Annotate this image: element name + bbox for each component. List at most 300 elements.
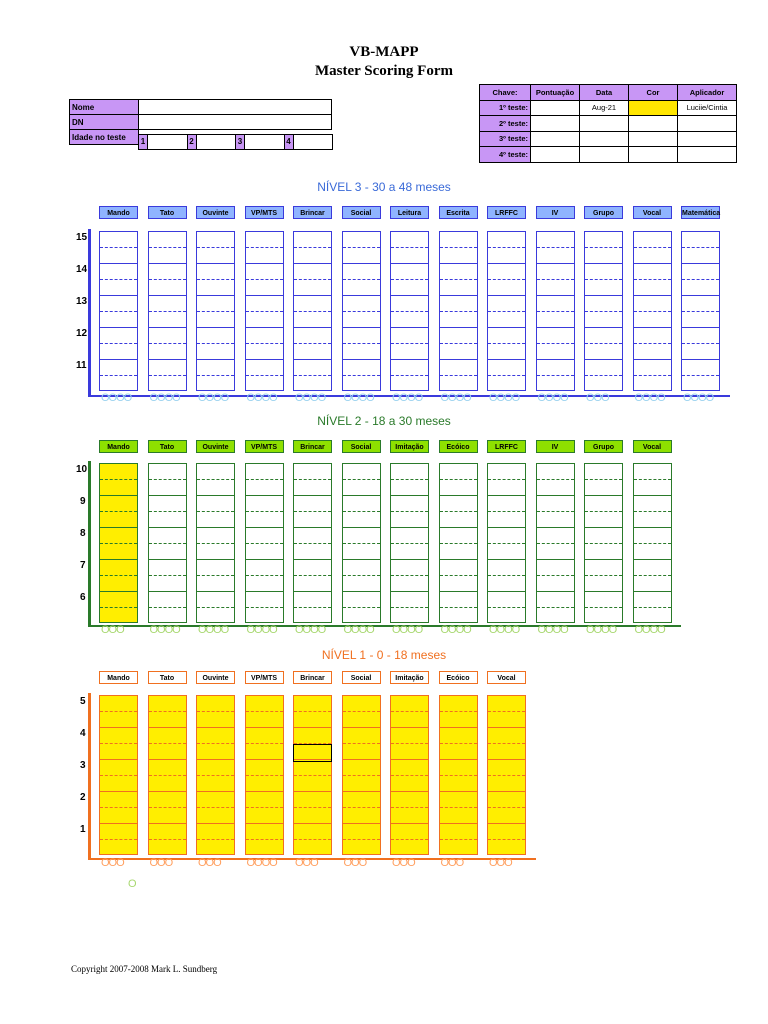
test-circles: OOOO: [489, 392, 520, 404]
score-column[interactable]: [293, 463, 332, 623]
score-row-line: [440, 775, 477, 776]
test-circles: OOOO: [537, 392, 568, 404]
score-row-line: [585, 375, 622, 376]
score-row-line: [343, 479, 380, 480]
test-circles: OOOO: [634, 624, 665, 636]
score-column[interactable]: [536, 463, 575, 623]
score-row-line: [440, 807, 477, 808]
score-column[interactable]: [487, 695, 526, 855]
score-row-line: [294, 575, 331, 576]
score-row-line: [634, 607, 671, 608]
score-row-line: [149, 759, 186, 760]
color-cell[interactable]: [629, 100, 678, 116]
score-column[interactable]: [390, 695, 429, 855]
score-row-line: [294, 327, 331, 328]
domain-header: Vocal: [487, 671, 526, 684]
score-row-line: [246, 759, 283, 760]
score-column[interactable]: [342, 463, 381, 623]
score-row-line: [294, 727, 331, 728]
domain-header: Imitação: [390, 671, 429, 684]
score-row-line: [488, 263, 525, 264]
score-row-line: [149, 375, 186, 376]
score-row-line: [246, 343, 283, 344]
test-circles: OOOO: [198, 624, 229, 636]
form-subtitle: Master Scoring Form: [314, 63, 454, 79]
score-row-line: [488, 727, 525, 728]
score-row-line: [197, 479, 234, 480]
score-row-line: [100, 759, 137, 760]
score-column[interactable]: [487, 463, 526, 623]
score-column[interactable]: [633, 231, 672, 391]
score-row-line: [440, 543, 477, 544]
score-row-line: [488, 823, 525, 824]
score-row-line: [100, 711, 137, 712]
score-row-line: [197, 807, 234, 808]
domain-header: Vocal: [633, 440, 672, 453]
score-row-line: [149, 727, 186, 728]
score-row-line: [197, 343, 234, 344]
score-row-line: [634, 295, 671, 296]
score-row-line: [197, 359, 234, 360]
score-row-line: [197, 247, 234, 248]
score-row-line: [537, 311, 574, 312]
score-row-line: [391, 247, 428, 248]
score-row-line: [197, 375, 234, 376]
score-row-line: [440, 527, 477, 528]
score-row-line: [294, 295, 331, 296]
score-row-line: [246, 575, 283, 576]
score-row-line: [585, 527, 622, 528]
score-row-line: [246, 479, 283, 480]
score-row-line: [488, 807, 525, 808]
score-row-line: [537, 263, 574, 264]
score-column[interactable]: [342, 231, 381, 391]
score-column[interactable]: [681, 231, 720, 391]
score-row-line: [100, 839, 137, 840]
score-row-line: [682, 247, 719, 248]
score-cell[interactable]: [531, 116, 580, 132]
score-cell[interactable]: [531, 131, 580, 147]
domain-header: Ouvinte: [196, 671, 235, 684]
score-row-line: [100, 343, 137, 344]
highlighted-score-cell[interactable]: [293, 744, 332, 762]
score-row-line: [149, 327, 186, 328]
score-column[interactable]: [148, 463, 187, 623]
score-row-line: [440, 247, 477, 248]
score-row-line: [488, 343, 525, 344]
score-row-line: [343, 343, 380, 344]
score-row-line: [246, 543, 283, 544]
score-row-line: [391, 775, 428, 776]
score-column[interactable]: [439, 695, 478, 855]
domain-header: Grupo: [584, 206, 623, 219]
score-row-line: [391, 575, 428, 576]
examiner-cell[interactable]: [678, 147, 737, 163]
score-row-line: [391, 263, 428, 264]
key-header: Chave:: [480, 85, 531, 101]
score-row-line: [343, 759, 380, 760]
score-row-line: [585, 607, 622, 608]
score-row-line: [585, 311, 622, 312]
score-row-line: [537, 591, 574, 592]
score-row-line: [488, 511, 525, 512]
score-row-line: [149, 247, 186, 248]
dn-field[interactable]: [139, 115, 332, 130]
score-row-line: [100, 311, 137, 312]
score-column[interactable]: [148, 695, 187, 855]
score-row-line: [100, 263, 137, 264]
test-circles: OOO: [101, 857, 124, 869]
score-column[interactable]: [245, 231, 284, 391]
score-row-line: [391, 527, 428, 528]
score-row-line: [294, 247, 331, 248]
examiner-cell[interactable]: [678, 116, 737, 132]
score-row-line: [634, 375, 671, 376]
age-field[interactable]: [197, 135, 237, 149]
score-row-line: [100, 591, 137, 592]
score-row-line: [343, 543, 380, 544]
score-row-line: [246, 807, 283, 808]
score-row-line: [391, 479, 428, 480]
score-row-line: [537, 279, 574, 280]
age-field[interactable]: [245, 135, 285, 149]
score-row-line: [246, 743, 283, 744]
level-title: NÍVEL 3 - 30 a 48 meses: [317, 180, 451, 194]
score-row-line: [246, 591, 283, 592]
score-row-line: [682, 295, 719, 296]
score-row-line: [197, 511, 234, 512]
score-row-line: [294, 343, 331, 344]
age-field[interactable]: [294, 135, 333, 149]
score-row-line: [246, 607, 283, 608]
score-column[interactable]: [390, 463, 429, 623]
score-row-line: [634, 495, 671, 496]
score-row-line: [100, 607, 137, 608]
domain-header: VP/MTS: [245, 440, 284, 453]
test-circles: OOOO: [537, 624, 568, 636]
domain-header: Matemática: [681, 206, 720, 219]
score-row-line: [149, 479, 186, 480]
score-row-line: [197, 575, 234, 576]
score-row-line: [246, 263, 283, 264]
date-cell[interactable]: Aug-21: [580, 100, 629, 116]
score-column[interactable]: [390, 231, 429, 391]
score-row-line: [391, 343, 428, 344]
score-row-line: [440, 607, 477, 608]
y-axis-label: 5: [80, 696, 86, 707]
domain-header: Social: [342, 440, 381, 453]
score-row-line: [149, 527, 186, 528]
test-circles: OOOO: [295, 392, 326, 404]
score-row-line: [197, 495, 234, 496]
score-row-line: [149, 343, 186, 344]
score-column[interactable]: [439, 231, 478, 391]
score-row-line: [294, 839, 331, 840]
score-row-line: [488, 759, 525, 760]
score-column[interactable]: [293, 695, 332, 855]
score-row-line: [537, 527, 574, 528]
score-row-line: [343, 607, 380, 608]
test-circles: OOO: [489, 857, 512, 869]
domain-header: Ecóico: [439, 671, 478, 684]
score-column[interactable]: [584, 231, 623, 391]
test-circles: OOOO: [246, 857, 277, 869]
score-row-line: [585, 495, 622, 496]
score-row-line: [440, 727, 477, 728]
score-row-line: [585, 359, 622, 360]
test-circles: OOO: [392, 857, 415, 869]
test-circles: OOOO: [683, 392, 714, 404]
score-row-line: [537, 327, 574, 328]
score-row-line: [488, 775, 525, 776]
score-row-line: [246, 279, 283, 280]
score-row-line: [100, 295, 137, 296]
score-row-line: [149, 591, 186, 592]
test-circles: OOO: [101, 624, 124, 636]
score-column[interactable]: [342, 695, 381, 855]
score-row-line: [391, 807, 428, 808]
score-column[interactable]: [584, 463, 623, 623]
domain-header: Grupo: [584, 440, 623, 453]
score-row-line: [197, 527, 234, 528]
score-row-line: [343, 743, 380, 744]
score-row-line: [391, 727, 428, 728]
score-column[interactable]: [487, 231, 526, 391]
y-axis-label: 4: [80, 728, 86, 739]
test-circles: OOO: [586, 392, 609, 404]
score-row-line: [149, 775, 186, 776]
score-row-line: [585, 247, 622, 248]
score-row-line: [634, 327, 671, 328]
score-row-line: [440, 311, 477, 312]
domain-header: LRFFC: [487, 206, 526, 219]
domain-header: Social: [342, 671, 381, 684]
domain-header: Escrita: [439, 206, 478, 219]
domain-header: Leitura: [390, 206, 429, 219]
score-row-line: [585, 327, 622, 328]
key-header: Data: [580, 85, 629, 101]
name-label: Nome: [70, 100, 139, 115]
test-circles: OOO: [198, 857, 221, 869]
score-row-line: [440, 511, 477, 512]
score-row-line: [294, 263, 331, 264]
examiner-cell[interactable]: Luciie/Cintia: [678, 100, 737, 116]
score-row-line: [537, 543, 574, 544]
score-row-line: [246, 559, 283, 560]
score-column[interactable]: [196, 231, 235, 391]
score-row-line: [391, 495, 428, 496]
score-row-line: [197, 791, 234, 792]
score-row-line: [537, 479, 574, 480]
score-row-line: [440, 559, 477, 560]
score-row-line: [440, 759, 477, 760]
y-axis-label: 15: [76, 232, 88, 243]
score-row-line: [197, 279, 234, 280]
score-column[interactable]: [439, 463, 478, 623]
score-row-line: [537, 247, 574, 248]
test-circles: OOO: [295, 857, 318, 869]
score-row-line: [100, 479, 137, 480]
examiner-cell[interactable]: [678, 131, 737, 147]
score-row-line: [488, 559, 525, 560]
score-row-line: [343, 263, 380, 264]
score-row-line: [391, 327, 428, 328]
score-row-line: [294, 607, 331, 608]
score-row-line: [100, 823, 137, 824]
score-row-line: [100, 375, 137, 376]
y-axis-label: 11: [76, 360, 87, 371]
score-row-line: [197, 263, 234, 264]
score-row-line: [537, 343, 574, 344]
score-row-line: [343, 247, 380, 248]
score-column[interactable]: [633, 463, 672, 623]
score-row-line: [682, 263, 719, 264]
score-row-line: [197, 607, 234, 608]
score-row-line: [343, 279, 380, 280]
score-row-line: [391, 759, 428, 760]
score-row-line: [682, 279, 719, 280]
score-row-line: [246, 527, 283, 528]
score-row-line: [149, 263, 186, 264]
score-column[interactable]: [196, 463, 235, 623]
score-row-line: [440, 375, 477, 376]
score-cell[interactable]: [531, 100, 580, 116]
score-row-line: [149, 359, 186, 360]
score-row-line: [197, 839, 234, 840]
score-row-line: [343, 791, 380, 792]
domain-header: Brincar: [293, 206, 332, 219]
score-column[interactable]: [99, 695, 138, 855]
score-column[interactable]: [148, 231, 187, 391]
test-circles: OOOO: [295, 624, 326, 636]
y-axis-label: 12: [76, 328, 88, 339]
color-cell[interactable]: [629, 147, 678, 163]
y-axis-label: 14: [76, 264, 88, 275]
age-slot-number: 2: [188, 135, 197, 149]
y-axis-label: 2: [80, 792, 86, 803]
score-row-line: [488, 575, 525, 576]
score-row-line: [246, 295, 283, 296]
score-row-line: [294, 511, 331, 512]
score-row-line: [294, 775, 331, 776]
score-row-line: [440, 575, 477, 576]
score-row-line: [343, 359, 380, 360]
score-row-line: [149, 511, 186, 512]
score-row-line: [246, 791, 283, 792]
key-table: [479, 84, 737, 163]
date-cell[interactable]: [580, 131, 629, 147]
score-row-line: [440, 343, 477, 344]
score-column[interactable]: [536, 231, 575, 391]
domain-header: Tato: [148, 671, 187, 684]
score-row-line: [294, 791, 331, 792]
level-title: NÍVEL 2 - 18 a 30 meses: [317, 414, 451, 428]
extra-circle: O: [128, 878, 137, 890]
score-row-line: [634, 511, 671, 512]
score-row-line: [246, 247, 283, 248]
date-cell[interactable]: [580, 147, 629, 163]
score-row-line: [343, 311, 380, 312]
score-row-line: [343, 511, 380, 512]
score-row-line: [634, 263, 671, 264]
score-row-line: [682, 327, 719, 328]
name-field[interactable]: [139, 100, 332, 115]
score-row-line: [100, 743, 137, 744]
score-row-line: [294, 479, 331, 480]
score-row-line: [391, 279, 428, 280]
score-row-line: [634, 247, 671, 248]
domain-header: Ecóico: [439, 440, 478, 453]
score-row-line: [537, 295, 574, 296]
score-column[interactable]: [245, 695, 284, 855]
domain-header: Brincar: [293, 440, 332, 453]
date-cell[interactable]: [580, 116, 629, 132]
score-row-line: [100, 327, 137, 328]
dn-label: DN: [70, 115, 139, 130]
domain-header: Tato: [148, 206, 187, 219]
score-row-line: [149, 495, 186, 496]
score-cell[interactable]: [531, 147, 580, 163]
score-row-line: [197, 311, 234, 312]
domain-header: LRFFC: [487, 440, 526, 453]
score-row-line: [391, 791, 428, 792]
test-circles: OOO: [149, 857, 173, 869]
score-row-line: [197, 327, 234, 328]
score-column[interactable]: [245, 463, 284, 623]
color-cell[interactable]: [629, 116, 678, 132]
score-column[interactable]: [99, 463, 138, 623]
score-row-line: [294, 823, 331, 824]
score-row-line: [585, 559, 622, 560]
score-row-line: [391, 311, 428, 312]
score-row-line: [294, 711, 331, 712]
score-row-line: [488, 247, 525, 248]
score-row-line: [343, 575, 380, 576]
score-row-line: [488, 791, 525, 792]
test-circles: OOOO: [343, 624, 374, 636]
score-row-line: [246, 495, 283, 496]
score-row-line: [149, 607, 186, 608]
score-column[interactable]: [99, 231, 138, 391]
color-cell[interactable]: [629, 131, 678, 147]
score-row-line: [440, 839, 477, 840]
age-field[interactable]: [148, 135, 188, 149]
score-row-line: [149, 295, 186, 296]
score-row-line: [343, 295, 380, 296]
test-circles: OOOO: [634, 392, 665, 404]
score-row-line: [149, 743, 186, 744]
y-axis-label: 8: [80, 528, 86, 539]
domain-header: Mando: [99, 440, 138, 453]
test-circles: OOOO: [149, 624, 180, 636]
score-row-line: [100, 775, 137, 776]
score-row-line: [294, 591, 331, 592]
score-column[interactable]: [293, 231, 332, 391]
y-axis-label: 1: [80, 824, 86, 835]
score-row-line: [100, 495, 137, 496]
score-column[interactable]: [196, 695, 235, 855]
score-row-line: [440, 479, 477, 480]
domain-header: VP/MTS: [245, 671, 284, 684]
score-row-line: [343, 591, 380, 592]
test-label: 4º teste:: [480, 147, 531, 163]
test-circles: OOOO: [101, 392, 132, 404]
score-row-line: [343, 559, 380, 560]
level-axis: [88, 461, 91, 625]
score-row-line: [246, 311, 283, 312]
score-row-line: [488, 375, 525, 376]
score-row-line: [488, 311, 525, 312]
